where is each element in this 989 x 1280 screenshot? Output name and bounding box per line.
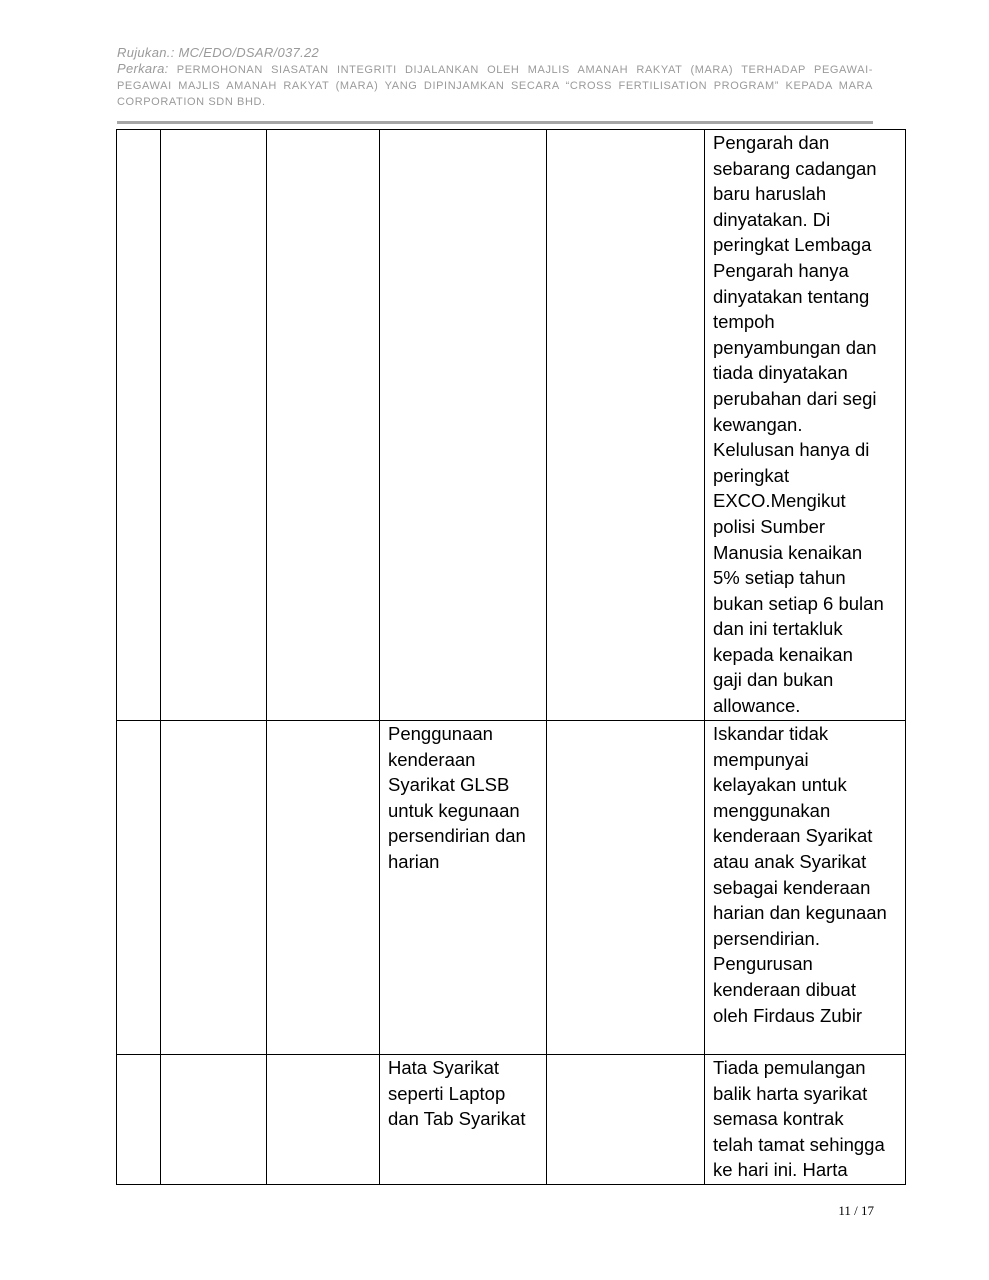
table-cell (547, 130, 705, 721)
findings-table (116, 129, 906, 1185)
subject-label: Perkara: (117, 61, 169, 76)
header-divider (117, 121, 873, 124)
subject-line (117, 61, 873, 110)
table-cell (267, 1055, 380, 1185)
table-cell (161, 721, 267, 1055)
document-header (117, 44, 873, 110)
table-cell (161, 130, 267, 721)
table-cell (161, 1055, 267, 1185)
table-row (117, 721, 906, 1055)
table-cell: Iskandar tidak mempunyai kelayakan untuk menggunakan kenderaan Syarikat atau anak Syarikat sebagai kenderaan harian dan kegunaan persendirian. Pengurusan kenderaan dibuat oleh Firdaus Zubir (705, 721, 906, 1055)
page-number: 11 / 17 (838, 1203, 874, 1218)
reference-number: Rujukan.: MC/EDO/DSAR/037.22 (117, 45, 320, 60)
table-cell: Pengarah dan sebarang cadangan baru haruslah dinyatakan. Di peringkat Lembaga Pengarah hanya dinyatakan tentang tempoh penyambungan dan tiada dinyatakan perubahan dari segi kewangan. Kelulusan hanya di peringkat EXCO.Mengikut polisi Sumber Manusia kenaikan 5% setiap tahun bukan setiap 6 bulan dan ini tertakluk kepada kenaikan gaji dan bukan allowance. (705, 130, 906, 721)
table-cell: Penggunaan kenderaan Syarikat GLSB untuk kegunaan persendirian dan harian (380, 721, 547, 1055)
table-cell (547, 1055, 705, 1185)
table-cell (267, 130, 380, 721)
table-row (117, 130, 906, 721)
table-row (117, 1055, 906, 1185)
table-cell (267, 721, 380, 1055)
table-cell (380, 130, 547, 721)
table-cell (547, 721, 705, 1055)
table-cell: Hata Syarikat seperti Laptop dan Tab Syarikat (380, 1055, 547, 1185)
table-cell: Tiada pemulangan balik harta syarikat semasa kontrak telah tamat sehingga ke hari ini. Harta (705, 1055, 906, 1185)
table-cell (117, 1055, 161, 1185)
subject-text: PERMOHONAN SIASATAN INTEGRITI DIJALANKAN OLEH MAJLIS AMANAH RAKYAT (MARA) TERHADAP PEGAWAI-PEGAWAI MAJLIS AMANAH RAKYAT (MARA) YANG DIPINJAMKAN SECARA “CROSS FERTILISATION PROGRAM” KEPADA MARA CORPORATION SDN BHD. (117, 64, 873, 108)
table-cell (117, 130, 161, 721)
table-cell (117, 721, 161, 1055)
